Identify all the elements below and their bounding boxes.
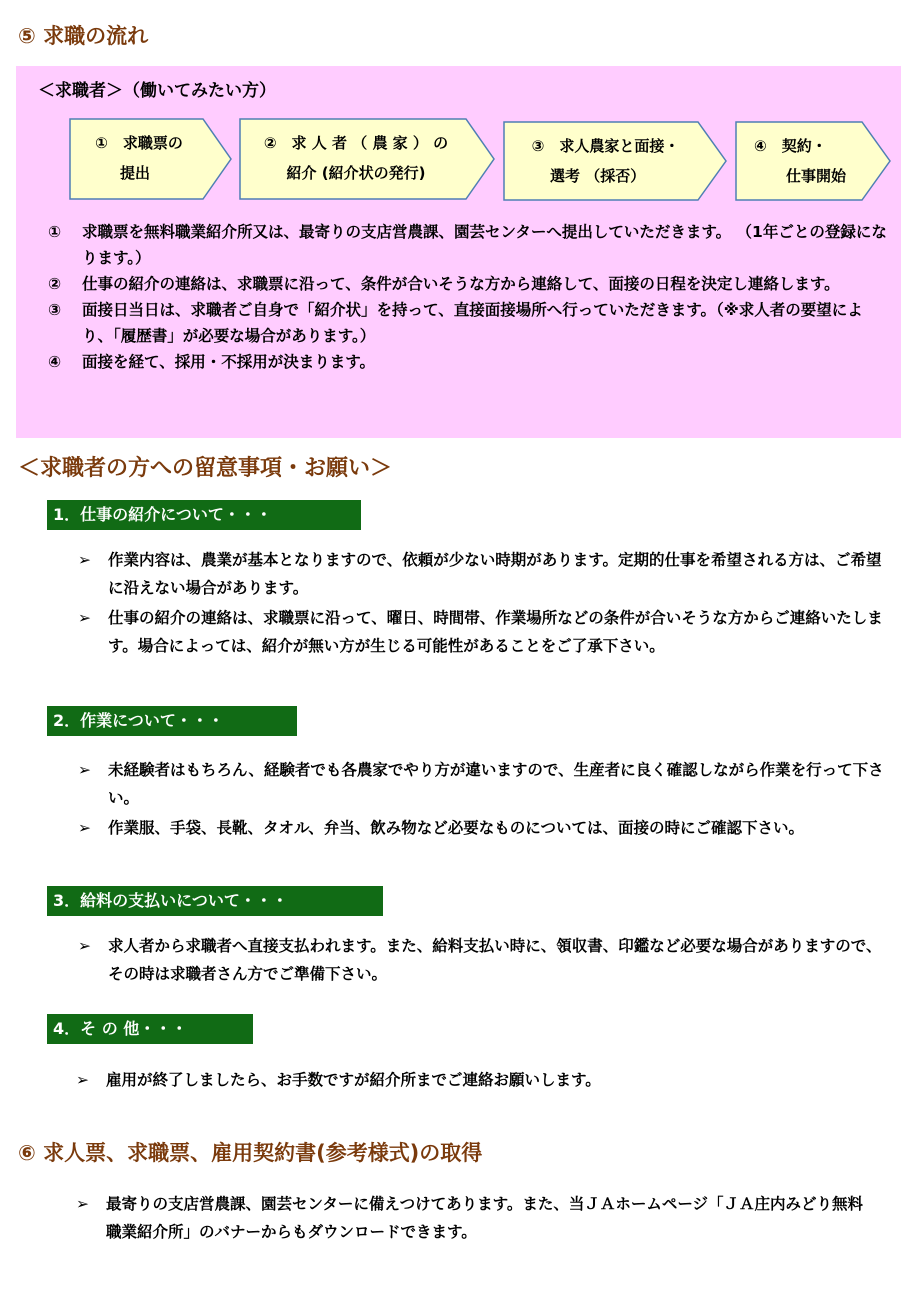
notes-heading-4: 4．そ の 他・・・ [47, 1014, 253, 1044]
list-item-text: 未経験者はもちろん、経験者でも各農家でやり方が違いますので、生産者に良く確認しながら作業を行って下さい。 [108, 761, 884, 807]
list-item [78, 546, 884, 602]
step-text: 仕事の紹介の連絡は、求職票に沿って、条件が合いそうな方から連絡して、面接の日程を決定し連絡します。 [82, 275, 840, 293]
step-item [48, 219, 888, 271]
list-item [76, 1066, 882, 1094]
notes-list-4 [76, 1066, 882, 1096]
flow-step-3-line1: ③ 求人農家と面接・ [531, 137, 680, 155]
bullet-arrow-icon: ➢ [78, 819, 91, 837]
step-item [48, 271, 888, 297]
step-number: ① [48, 223, 62, 241]
list-item [78, 604, 884, 660]
bullet-arrow-icon: ➢ [76, 1195, 89, 1213]
step-item [48, 297, 888, 349]
section6-list [76, 1190, 866, 1248]
bullet-arrow-icon: ➢ [78, 609, 91, 627]
applicant-label: ＜求職者＞（働いてみたい方） [38, 81, 276, 101]
step-item [48, 349, 888, 375]
list-item [78, 756, 884, 812]
bullet-arrow-icon: ➢ [78, 937, 91, 955]
list-item-text: 仕事の紹介の連絡は、求職票に沿って、曜日、時間帯、作業場所などの条件が合いそうな方からご連絡いたします。場合によっては、紹介が無い方が生じる可能性があることをご了承下さい。 [108, 609, 883, 655]
step-text: 求職票を無料職業紹介所又は、最寄りの支店営農課、園芸センターへ提出していただきます。 （1年ごとの登録になります。） [82, 223, 887, 267]
flow-step-1-line2: 提出 [120, 164, 151, 182]
notes-list-2 [78, 756, 884, 844]
list-item-text: 作業内容は、農業が基本となりますので、依頼が少ない時期があります。定期的仕事を希望される方は、ご希望に沿えない場合があります。 [108, 551, 882, 597]
section5-title: ⑤ 求職の流れ [18, 24, 149, 48]
flow-step-1-line1: ① 求職票の [95, 134, 183, 152]
notes-heading-2: 2．作業について・・・ [47, 706, 297, 736]
bullet-arrow-icon: ➢ [78, 551, 91, 569]
bullet-arrow-icon: ➢ [78, 761, 91, 779]
notes-heading-1: 1．仕事の紹介について・・・ [47, 500, 361, 530]
section6-title: ⑥ 求人票、求職票、雇用契約書(参考様式)の取得 [18, 1141, 483, 1165]
list-item [78, 814, 884, 842]
bullet-arrow-icon: ➢ [76, 1071, 89, 1089]
notes-list-3 [78, 932, 884, 990]
flow-step-3 [508, 131, 703, 191]
list-item [76, 1190, 866, 1246]
list-item-text: 最寄りの支店営農課、園芸センターに備えつけてあります。また、当ＪＡホームページ「ＪＡ庄内みどり無料職業紹介所」のバナーからもダウンロードできます。 [106, 1195, 864, 1241]
step-list [48, 219, 888, 375]
flow-step-2 [246, 128, 466, 188]
flow-step-4 [742, 131, 872, 191]
notes-title: ＜求職者の方への留意事項・お願い＞ [18, 456, 393, 481]
flow-step-4-line1: ④ 契約・ [754, 137, 827, 155]
list-item-text: 雇用が終了しましたら、お手数ですが紹介所までご連絡お願いします。 [106, 1071, 601, 1089]
flow-step-3-line2: 選考 （採否） [550, 167, 646, 185]
list-item-text: 作業服、手袋、長靴、タオル、弁当、飲み物など必要なものについては、面接の時にご確認下さい。 [108, 819, 804, 837]
flow-step-2-line1: ② 求 人 者 （ 農 家 ） の [263, 134, 449, 152]
flow-step-2-line2: 紹介 (紹介状の発行) [286, 164, 426, 182]
step-number: ③ [48, 301, 62, 319]
flow-step-1 [74, 128, 204, 188]
step-text: 面接を経て、採用・不採用が決まります。 [82, 353, 375, 371]
notes-list-1 [78, 546, 884, 662]
flow-step-4-line2: 仕事開始 [786, 167, 847, 185]
step-text: 面接日当日は、求職者ご自身で「紹介状」を持って、直接面接場所へ行っていただきます。（※求人者の要望により、「履歴書」が必要な場合があります。） [82, 301, 863, 345]
list-item [78, 932, 884, 988]
step-number: ④ [48, 353, 62, 371]
list-item-text: 求人者から求職者へ直接支払われます。また、給料支払い時に、領収書、印鑑など必要な場合がありますので、その時は求職者さん方でご準備下さい。 [108, 937, 882, 983]
step-number: ② [48, 275, 62, 293]
notes-heading-3: 3．給料の支払いについて・・・ [47, 886, 383, 916]
